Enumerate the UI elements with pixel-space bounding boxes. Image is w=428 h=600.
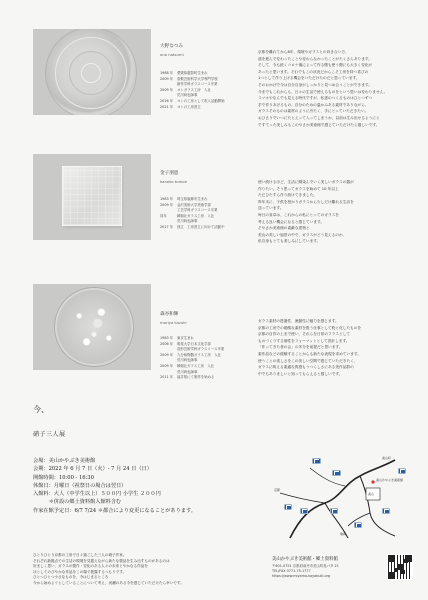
qr-code-icon[interactable] bbox=[388, 555, 412, 579]
statement-line: そして、今も続くコロナ禍によって作る側も使う側にも大きく変化が bbox=[258, 63, 373, 68]
artist-roman: moriya kazuki bbox=[160, 320, 187, 325]
info-line: 開館時間：10:00 - 16:30 bbox=[33, 474, 94, 481]
artwork-photo-plate bbox=[33, 29, 151, 115]
statement-line: 毎日の食卓は、これからの私にとってのガラスを bbox=[258, 212, 339, 217]
road-sign-icon bbox=[382, 508, 390, 514]
bio-detail: 韓朝社ガラス工房 入社 bbox=[177, 363, 215, 368]
bio-year: 2021 年 bbox=[160, 104, 174, 109]
glass-bowl-image bbox=[57, 290, 131, 364]
statement-line: 中でもありましいと知ってもらえると嬉しいです。 bbox=[258, 371, 343, 376]
bio-year: 2009 年 bbox=[160, 76, 174, 81]
statement-line: 今までもこれからも、日々の生活で使えるものをという思いは変わりません。 bbox=[258, 89, 388, 94]
contact-line: 〒601-0751 京都府南丹市美山町島パタ 21 bbox=[272, 564, 339, 568]
statement-line: 私自身もとても楽しみにしています。 bbox=[258, 239, 321, 244]
museum-contact bbox=[272, 564, 339, 578]
artwork-photo-tile bbox=[33, 154, 151, 240]
bio-year: 2009 年 bbox=[160, 202, 174, 207]
statement-line: 作りたい。そう思ってガラスを始めて 10 年以上 bbox=[258, 186, 339, 191]
contact-line: TEL/FAX 0771-75-1777 bbox=[272, 568, 311, 573]
statement-line: 使い続けるほど、生活に馴染んでいく美しいガラスの器が bbox=[258, 180, 354, 184]
artwork-photo-bowl bbox=[33, 284, 151, 370]
bio-year: 1988 年 bbox=[160, 71, 174, 75]
bio-detail: 荒川尚也師事 bbox=[177, 93, 198, 98]
bio-detail: 九分和陶器ガラス工房 入社 bbox=[177, 352, 221, 357]
artist-name: 金子朋恵 bbox=[160, 171, 179, 176]
statement-line: 美山の美しい風景の中で、ガラスがどう見えるのか、 bbox=[258, 232, 347, 237]
bio-detail: 愛媛県越智町生まれ bbox=[177, 71, 208, 75]
description-line: 今から始めようとしていることについて考え、河瀬のある今を感じていただけたら幸いです。 bbox=[33, 580, 184, 585]
bio-year: 2009 年 bbox=[160, 352, 174, 357]
bio-detail: 独立 工房設立に向けて活動中 bbox=[177, 224, 225, 229]
bio-detail: 韓朝社ガラス工房 入社 bbox=[177, 213, 215, 218]
road-sign-icon bbox=[332, 470, 341, 476]
bio-detail: 荒川尚也師事 bbox=[177, 219, 198, 224]
bio-year: 2011 年 bbox=[160, 375, 174, 380]
statement-line: スマホやなんでも見える時代ですが、私達のつくるものはひとつずつ bbox=[258, 96, 373, 101]
bio-detail: ヨシガラス工房 入社 bbox=[177, 87, 211, 92]
exhibition-info bbox=[33, 457, 196, 515]
artist-bio bbox=[160, 197, 224, 231]
statement-line: 考える良い機会になると感じています。 bbox=[258, 219, 325, 224]
museum-name: 美山かやぶき美術館・郷土資料館 bbox=[272, 557, 338, 562]
bio-detail: 明星大学日本文化学部 bbox=[177, 341, 211, 346]
info-line: 会期：2022 年 6 月 7 日（火）- 7 月 24 日（日） bbox=[33, 466, 152, 473]
road-sign-icon bbox=[330, 508, 338, 514]
artist-bio bbox=[160, 71, 224, 110]
access-map bbox=[270, 448, 414, 540]
map-label: 美山町 bbox=[382, 456, 392, 460]
statement-line: 京都の工房での硝酸な素材を扱う仕事として粉と化したものを bbox=[258, 325, 362, 330]
statement-line: 「作ってきた者の会」の多分を前提だと思います。 bbox=[258, 345, 343, 350]
exhibition-subtitle: 硝子三人展 bbox=[33, 431, 66, 438]
artist-statement bbox=[258, 179, 354, 245]
bio-year: 2017 年 bbox=[160, 224, 174, 229]
road-sign-icon bbox=[398, 468, 406, 474]
statement-line: 1つとして作り上げる機会をいただけたのだと思っています。 bbox=[258, 76, 360, 81]
artist-roman: ono natsumi bbox=[160, 52, 184, 57]
glass-plate-image bbox=[45, 29, 137, 115]
statement-line: 京都の自作の上まで使い、それらを日常のフラスとして bbox=[258, 332, 351, 337]
bio-year: 1983 年 bbox=[160, 336, 174, 340]
map-label: 美山 bbox=[368, 492, 375, 496]
artist-bio bbox=[160, 336, 224, 381]
road-sign-icon bbox=[284, 504, 292, 510]
info-line: 会場：美山かやぶき美術館 bbox=[33, 458, 96, 464]
exhibition-title: 今、 bbox=[33, 405, 49, 414]
bio-detail: 金沢美術大学美術学部 bbox=[177, 202, 211, 207]
statement-line: ですてった美しみもこのやさか美術館で感じていただけたら嬉しいです。 bbox=[258, 122, 380, 127]
artist-name: 森谷和輝 bbox=[160, 312, 179, 317]
bio-detail: 創作学科ガラスコース卒業 bbox=[177, 82, 218, 87]
bio-year: 同年 bbox=[160, 213, 167, 218]
bio-year: 2009 年 bbox=[160, 87, 174, 92]
artist-roman: kaneko tomoe bbox=[160, 179, 187, 184]
bio-detail: ヨシの工房設立 bbox=[177, 104, 201, 109]
map-roads bbox=[270, 448, 414, 540]
statement-line: 手で作りあげるもの。自分のための温かみある素材でありながら、 bbox=[258, 102, 369, 107]
glass-tile-image bbox=[63, 167, 121, 225]
statement-line: ものづくりする個性をフォーマットとして設計します。 bbox=[258, 338, 350, 343]
statement-line: そやさか美術館の素敵な建物と bbox=[258, 226, 310, 231]
map-label: 亀岡 bbox=[340, 532, 347, 536]
description-line: 好ましく思い、ガラスの製作・変化のある人々の未来とやかなる作品を bbox=[33, 564, 148, 568]
statement-line: 道を進んで変わったことや変わらなかったことがたくさんあります。 bbox=[258, 56, 372, 61]
info-line: 作家在館予定日：6/7 7/24 ＊都合により変更になることがあります。 bbox=[33, 507, 196, 514]
bio-detail: ヨシの工房として吹入活動開始 bbox=[177, 98, 225, 103]
statement-line: 素作品などの経験することからも新たな表現を求めています。 bbox=[258, 351, 361, 356]
statement-line: 送っています。 bbox=[258, 206, 284, 211]
description-line: ひとつひとつ小さなものを、今はじまるところ bbox=[33, 575, 109, 579]
statement-line: あったと思います。それでもこの状況だからこそ工房を持つ喜びの bbox=[258, 69, 369, 74]
bio-year: 1983 年 bbox=[160, 197, 174, 201]
road-sign-icon bbox=[312, 458, 321, 464]
statement-line: 昨年末に、子供を授かりガラスから少しだけ離れる生活を bbox=[258, 199, 354, 204]
info-line: 休館日：月曜日（祝祭日の場合は翌日） bbox=[33, 482, 127, 489]
bio-detail: 倉敷芸術科学大学専門学校 bbox=[177, 76, 218, 81]
bio-year: 2016 年 bbox=[160, 98, 174, 103]
contact-line: https://www.miyama-kayabuki.org bbox=[272, 573, 331, 578]
exhibition-description bbox=[33, 553, 184, 586]
statement-line: ガラス素材の透過性、流動性に魅力を感じます。 bbox=[258, 319, 339, 323]
artist-statement bbox=[258, 318, 361, 377]
road-sign-icon bbox=[300, 508, 308, 514]
artist-statement bbox=[258, 49, 387, 128]
statement-line: ただひたすら作り続けてきました。 bbox=[258, 193, 317, 198]
bio-year: 2006 年 bbox=[160, 341, 174, 346]
statement-line: ガラスに映える素適な質感もうつくしさにある美作品群の bbox=[258, 365, 354, 370]
artist-name: 大野なつみ bbox=[160, 44, 183, 49]
bio-year: 2009 年 bbox=[160, 363, 174, 368]
statement-line: そのおかげで今は自分自身がしっかりと見つめ合うことができます。 bbox=[258, 82, 373, 87]
info-line: ＊併設の郷土資料館入館料含む bbox=[33, 499, 122, 506]
description-line: ほとしてのびやかな作品をこの場で披露するつもりです。 bbox=[33, 569, 127, 574]
bio-detail: 荒川尚也師事 bbox=[177, 369, 198, 374]
bio-row bbox=[160, 225, 224, 231]
map-label: 美山かやぶき美術館 bbox=[376, 478, 404, 482]
road-sign-icon bbox=[354, 522, 362, 528]
bio-row bbox=[160, 375, 224, 381]
bio-detail: 東京生まれ bbox=[177, 336, 194, 340]
bio-row bbox=[160, 105, 224, 111]
bio-detail: 工芸学科ガラスコース卒業 bbox=[177, 208, 218, 213]
statement-line: 使うことの楽しさをこの美しい空間で感じていただきたく、 bbox=[258, 358, 358, 363]
bio-detail: 荒川尚也師事 bbox=[177, 358, 198, 363]
info-line: 入館料：大人（中学生以上）５００円 小学生 ２００円 bbox=[33, 491, 161, 498]
bio-detail: 造形芸術学科ガラスコース卒業 bbox=[177, 347, 225, 352]
bio-detail: 埼玉県嵐郷市生まれ bbox=[177, 197, 208, 201]
description-line: ひとりひとり京都の工房で日々過ごした三人の硝子作家。 bbox=[33, 553, 127, 557]
statement-line: おひさりでいつにたとえって入ってしまうか、以前は生み出せるようにと bbox=[258, 115, 380, 120]
bio-detail: 福井県にて制作を始める bbox=[177, 375, 215, 380]
statement-line: ガラスそのものは素材のように冷たく、手にとっていただきたい。 bbox=[258, 109, 369, 114]
map-label: 京都 bbox=[274, 488, 281, 492]
statement-line: 京都を離れてから6年、環境やガラスとの向き合い方、 bbox=[258, 50, 349, 54]
description-line: それぞれ新拠点での生活の環境を見据えながら新たな製品を生み出すものがあるのは bbox=[33, 558, 170, 563]
